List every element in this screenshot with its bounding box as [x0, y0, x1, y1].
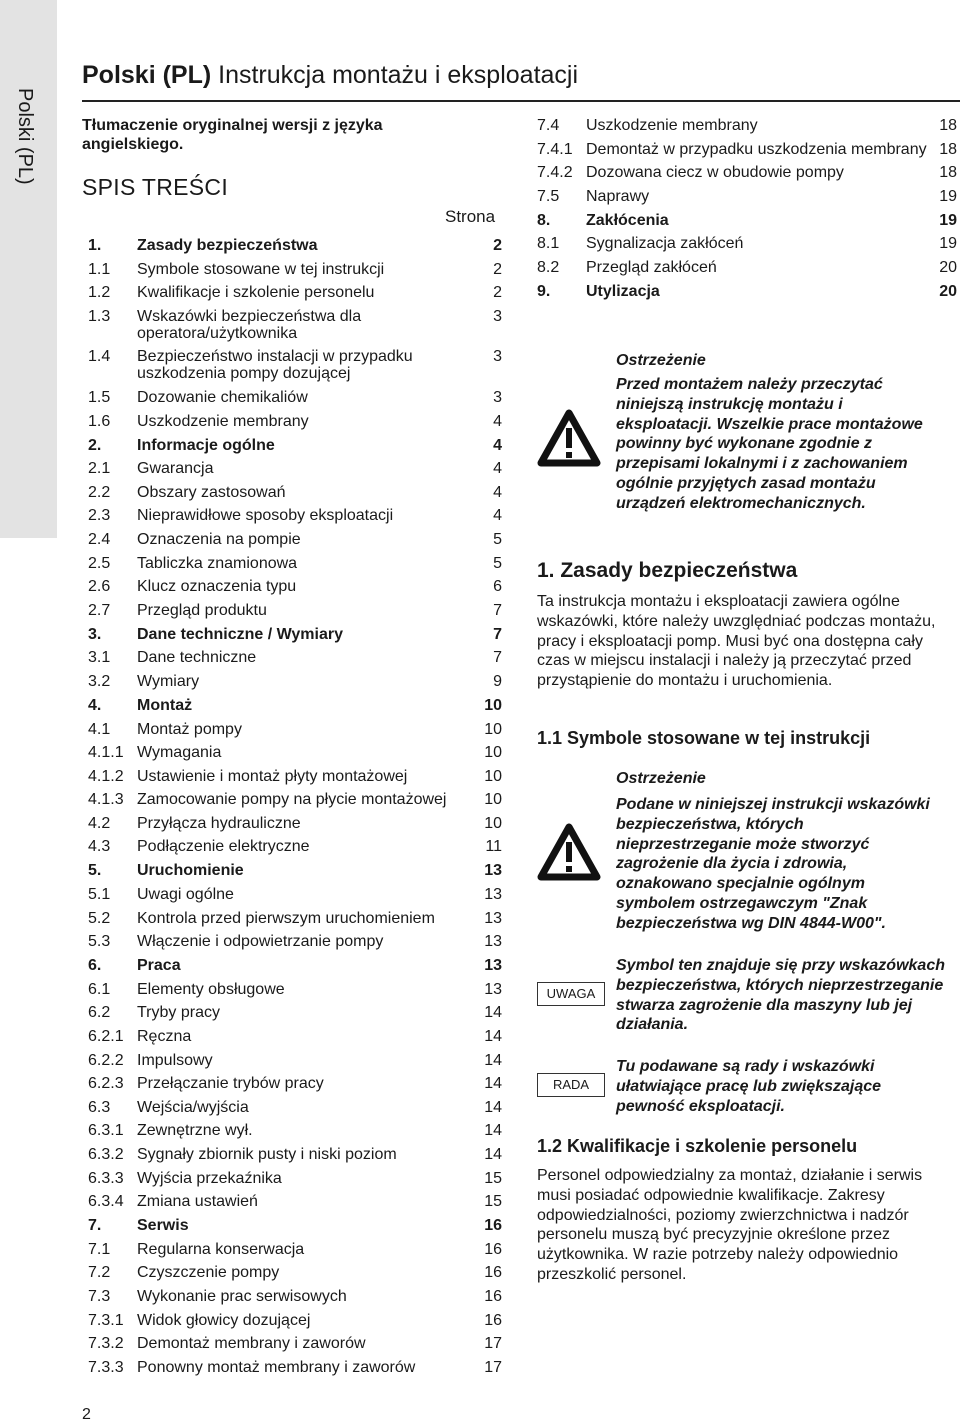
- toc-entry-number: 2.: [88, 436, 102, 454]
- toc-entry-number: 7.5: [537, 187, 560, 205]
- toc-entry-page: 4: [493, 460, 502, 478]
- toc-entry: [88, 483, 502, 502]
- toc-entry-title: Informacje ogólne: [137, 436, 275, 454]
- toc-entry-page: 7: [493, 625, 502, 643]
- toc-entry-page: 2: [493, 237, 502, 254]
- toc-entry-page: 4: [493, 483, 502, 501]
- section-paragraph: Ta instrukcja montażu i eksploatacji zawiera ogólne wskazówki, które należy uwzględniać podczas montażu, pracy i eksploatacji pomp. Musi być ona dostępna cały czas w miejscu instalacji i należy ją przeczytać przed przystąpienie do montażu i uruchomienia.: [537, 593, 936, 690]
- toc-entry: [537, 234, 957, 253]
- toc-entry-title: Podłączenie elektryczne: [137, 838, 310, 856]
- toc-section-entry: [88, 696, 502, 715]
- toc-entry-page: 13: [484, 909, 502, 927]
- toc-entry-title: Zewnętrzne wył.: [137, 1122, 253, 1140]
- uwaga-text: Symbol ten znajduje się przy wskazówkach bezpieczeństwa, których nieprzestrzeganie stwarza zagrożenie dla maszyny lub jej działania.: [616, 957, 945, 1034]
- toc-entry: [88, 1287, 502, 1306]
- toc-entry: [88, 530, 502, 549]
- toc-entry: [88, 743, 502, 762]
- document-title-text: Instrukcja montażu i eksploatacji: [218, 61, 579, 89]
- toc-entry-page: 18: [939, 140, 957, 158]
- toc-entry-number: 4.2: [88, 814, 111, 832]
- toc-entry: [537, 187, 957, 206]
- document-title: [82, 61, 578, 90]
- toc-entry-number: 4.1.2: [88, 767, 124, 785]
- toc-entry-title: Przełączanie trybów pracy: [137, 1075, 324, 1093]
- toc-entry-title: Kwalifikacje i szkolenie personelu: [137, 284, 375, 302]
- toc-entry-number: 7.4.1: [537, 140, 573, 158]
- toc-entry-page: 2: [493, 260, 502, 278]
- toc-entry-number: 2.6: [88, 578, 111, 596]
- toc-entry-number: 5.: [88, 862, 102, 880]
- toc-entry-title: Zasady bezpieczeństwa: [137, 237, 318, 254]
- toc-entry: [88, 347, 502, 383]
- toc-entry-number: 6.3.4: [88, 1193, 124, 1211]
- toc-entry-title: Przegląd produktu: [137, 601, 267, 619]
- toc-entry-number: 6.2: [88, 1004, 111, 1022]
- toc-entry-title: Bezpieczeństwo instalacji w przypadku uszkodzenia pompy dozującej: [137, 348, 413, 383]
- toc-entry-title: Sygnalizacja zakłóceń: [586, 235, 744, 253]
- toc-entry-title: Oznaczenia na pompie: [137, 530, 301, 548]
- warning-title: Ostrzeżenie: [616, 770, 706, 787]
- toc-entry-title: Zakłócenia: [586, 211, 669, 229]
- toc-entry: [88, 1003, 502, 1022]
- toc-entry-page: 10: [484, 720, 502, 738]
- toc-entry-page: 13: [484, 933, 502, 951]
- toc-entry-page: 14: [484, 1028, 502, 1046]
- toc-entry: [88, 980, 502, 999]
- toc-entry-title: Przyłącza hydrauliczne: [137, 814, 301, 832]
- toc-entry-page: 11: [485, 838, 502, 856]
- toc-section-entry: [88, 861, 502, 880]
- toc-entry-title: Wykonanie prac serwisowych: [137, 1287, 347, 1305]
- toc-entry-page: 6: [493, 578, 502, 596]
- toc-entry: [88, 648, 502, 667]
- toc-entry-page: 10: [484, 767, 502, 785]
- toc-entry-number: 7.3.3: [88, 1358, 124, 1376]
- toc-entry-page: 14: [484, 1004, 502, 1022]
- toc-entry: [88, 1051, 502, 1070]
- toc-entry-page: 7: [493, 601, 502, 619]
- toc-section-entry: [88, 436, 502, 455]
- toc-entry-title: Widok głowicy dozującej: [137, 1311, 311, 1329]
- toc-entry: [88, 554, 502, 573]
- toc-entry-page: 15: [484, 1193, 502, 1211]
- language-side-tab: [0, 0, 57, 538]
- warning-title: Ostrzeżenie: [616, 352, 706, 369]
- toc-section-entry: [88, 1216, 502, 1235]
- toc-entry-page: 14: [484, 1122, 502, 1140]
- toc-entry-page: 3: [493, 307, 502, 325]
- translation-note: Tłumaczenie oryginalnej wersji z języka angielskiego.: [82, 117, 383, 153]
- toc-entry-title: Elementy obsługowe: [137, 980, 285, 998]
- toc-entry-page: 3: [493, 388, 502, 406]
- toc-entry-page: 10: [484, 744, 502, 762]
- toc-section-entry: [88, 236, 502, 255]
- toc-entry-number: 6.2.2: [88, 1051, 124, 1069]
- toc-entry: [88, 283, 502, 302]
- toc-entry-title: Impulsowy: [137, 1051, 213, 1069]
- toc-entry: [88, 790, 502, 809]
- toc-entry-page: 19: [939, 211, 957, 229]
- toc-entry: [88, 412, 502, 431]
- toc-entry-title: Wymiary: [137, 672, 200, 690]
- toc-entry-page: 15: [484, 1169, 502, 1187]
- toc-entry-page: 10: [484, 814, 502, 832]
- toc-entry-page: 4: [493, 436, 502, 454]
- toc-entry-number: 1.4: [88, 348, 111, 366]
- toc-entry-number: 6.2.3: [88, 1075, 124, 1093]
- toc-entry-title: Czyszczenie pompy: [137, 1264, 280, 1282]
- toc-entry-page: 14: [484, 1051, 502, 1069]
- toc-entry-number: 3.: [88, 625, 102, 643]
- toc-entry-title: Tabliczka znamionowa: [137, 554, 298, 572]
- toc-entry-number: 2.5: [88, 554, 111, 572]
- toc-entry-number: 6.3: [88, 1098, 111, 1116]
- toc-entry-number: 7.1: [88, 1240, 111, 1258]
- toc-entry-title: Dozowana ciecz w obudowie pompy: [586, 164, 844, 182]
- toc-entry: [88, 307, 502, 343]
- toc-entry: [88, 720, 502, 739]
- toc-entry: [88, 1169, 502, 1188]
- toc-section-entry: [537, 282, 957, 301]
- toc-entry-title: Uwagi ogólne: [137, 886, 234, 904]
- toc-entry-number: 7.4: [537, 117, 560, 134]
- toc-entry-page: 20: [939, 282, 957, 300]
- section-heading: 1. Zasady bezpieczeństwa: [537, 559, 798, 582]
- toc-entry: [88, 506, 502, 525]
- toc-section-entry: [537, 211, 957, 230]
- toc-entry-number: 6.3.1: [88, 1122, 124, 1140]
- toc-entry-number: 2.7: [88, 601, 111, 619]
- document-language-label: Polski (PL): [82, 61, 212, 89]
- toc-entry-title: Regularna konserwacja: [137, 1240, 305, 1258]
- toc-entry: [537, 116, 957, 135]
- toc-entry-number: 1.6: [88, 412, 111, 430]
- toc-entry-page: 20: [939, 258, 957, 276]
- toc-entry-page: 10: [484, 791, 502, 809]
- toc-entry-number: 6.2.1: [88, 1028, 124, 1046]
- toc-entry-title: Ustawienie i montaż płyty montażowej: [137, 767, 408, 785]
- toc-entry-title: Gwarancja: [137, 460, 214, 478]
- toc-entry-page: 16: [484, 1311, 502, 1329]
- toc-entry-page: 16: [484, 1240, 502, 1258]
- toc-entry-page: 10: [484, 696, 502, 714]
- toc-entry-page: 14: [484, 1098, 502, 1116]
- toc-entry-page: 13: [484, 886, 502, 904]
- toc-entry-number: 5.3: [88, 933, 111, 951]
- toc-entry-number: 6.1: [88, 980, 111, 998]
- toc-entry-number: 1.2: [88, 284, 111, 302]
- toc-entry: [88, 909, 502, 928]
- toc-entry-page: 9: [493, 672, 502, 690]
- toc-entry-title: Klucz oznaczenia typu: [137, 578, 297, 596]
- toc-entry-title: Uruchomienie: [137, 862, 244, 880]
- section-paragraph: Personel odpowiedzialny za montaż, działanie i serwis musi posiadać odpowiednie kwalifikacje. Zakresy odpowiedzialności, poziomy zwierzchnictwa i nadzór personelu muszą być precyzyjnie określone przez użytkownika. W razie potrzeby należy odpowiednio przeszkolić personel.: [537, 1167, 923, 1283]
- rada-label-box: RADA: [537, 1073, 605, 1097]
- toc-entry-title: Zmiana ustawień: [137, 1193, 258, 1211]
- toc-entry-title: Dozowanie chemikaliów: [137, 388, 308, 406]
- toc-entry-number: 6.3.3: [88, 1169, 124, 1187]
- toc-entry-page: 3: [493, 348, 502, 366]
- toc-entry-number: 8.: [537, 211, 551, 229]
- language-side-tab-label: Polski (PL): [14, 88, 36, 185]
- toc-section-entry: [88, 956, 502, 975]
- toc-entry-number: 1.: [88, 237, 102, 254]
- toc-entry-title: Demontaż membrany i zaworów: [137, 1335, 366, 1353]
- toc-entry-title: Praca: [137, 957, 181, 975]
- toc-entry-number: 2.3: [88, 507, 111, 525]
- toc-entry-page: 19: [939, 187, 957, 205]
- toc-entry: [88, 885, 502, 904]
- toc-entry-page: 19: [939, 235, 957, 253]
- toc-entry-number: 5.2: [88, 909, 111, 927]
- toc-entry-title: Ręczna: [137, 1028, 192, 1046]
- toc-entry-page: 16: [484, 1217, 502, 1235]
- toc-entry-page: 16: [484, 1264, 502, 1282]
- toc-entry-page: 14: [484, 1075, 502, 1093]
- toc-entry-title: Utylizacja: [586, 282, 660, 300]
- toc-entry-page: 7: [493, 649, 502, 667]
- toc-entry-title: Wskazówki bezpieczeństwa dla operatora/użytkownika: [137, 307, 362, 342]
- toc-heading: SPIS TREŚCI: [82, 174, 229, 200]
- warning-triangle-icon: [537, 408, 601, 468]
- toc-entry-title: Kontrola przed pierwszym uruchomieniem: [137, 909, 435, 927]
- toc-entry-number: 4.1: [88, 720, 111, 738]
- toc-entry-page: 4: [493, 412, 502, 430]
- toc-entry-title: Zamocowanie pompy na płycie montażowej: [137, 791, 447, 809]
- toc-section-entry: [88, 625, 502, 644]
- page-number: 2: [82, 1406, 91, 1423]
- toc-entry: [88, 1263, 502, 1282]
- toc-entry-page: 5: [493, 530, 502, 548]
- toc-entry: [88, 1311, 502, 1330]
- toc-entry-number: 7.4.2: [537, 164, 573, 182]
- title-divider: [82, 100, 960, 102]
- toc-entry: [88, 1240, 502, 1259]
- toc-entry: [88, 837, 502, 856]
- toc-entry: [88, 601, 502, 620]
- toc-entry-title: Demontaż w przypadku uszkodzenia membrany: [586, 140, 927, 158]
- toc-page-column-header: Strona: [445, 207, 496, 226]
- toc-entry-title: Uszkodzenie membrany: [586, 117, 758, 134]
- toc-entry: [88, 1074, 502, 1093]
- toc-entry-number: 7.3: [88, 1287, 111, 1305]
- toc-entry-number: 9.: [537, 282, 551, 300]
- toc-entry: [88, 1098, 502, 1117]
- toc-entry: [88, 1145, 502, 1164]
- toc-entry: [88, 1121, 502, 1140]
- toc-entry: [88, 1027, 502, 1046]
- toc-entry-number: 3.2: [88, 672, 111, 690]
- toc-entry-title: Wymagania: [137, 744, 222, 762]
- toc-entry-title: Sygnały zbiornik pusty i niski poziom: [137, 1146, 397, 1163]
- toc-entry-title: Obszary zastosowań: [137, 483, 286, 501]
- toc-entry-title: Wejścia/wyjścia: [137, 1098, 249, 1116]
- uwaga-label-box: UWAGA: [537, 982, 605, 1006]
- toc-entry-page: 5: [493, 554, 502, 572]
- toc-entry-number: 4.3: [88, 838, 111, 856]
- toc-entry-number: 7.3.2: [88, 1335, 124, 1353]
- warning-triangle-icon: [537, 822, 601, 882]
- toc-entry: [88, 577, 502, 596]
- toc-entry-number: 7.2: [88, 1264, 111, 1282]
- toc-entry-title: Dane techniczne / Wymiary: [137, 625, 343, 643]
- toc-entry-number: 1.5: [88, 388, 111, 406]
- toc-entry: [537, 163, 957, 182]
- toc-entry-number: 4.1.3: [88, 791, 124, 809]
- warning-text: Podane w niniejszej instrukcji wskazówki bezpieczeństwa, których nieprzestrzeganie może stworzyć zagrożenie dla życia i zdrowia, oznakowano specjalnie ogólnym symbolem ostrzegawczym "Znak bezpieczeństwa wg DIN 4844-W00".: [616, 796, 930, 932]
- toc-entry-number: 1.3: [88, 307, 111, 325]
- rada-text: Tu podawane są rady i wskazówki ułatwiające pracę lub zwiększające pewność eksploatacji.: [616, 1058, 882, 1115]
- toc-entry-title: Naprawy: [586, 187, 650, 205]
- toc-entry-number: 2.1: [88, 460, 111, 478]
- toc-entry-number: 2.4: [88, 530, 111, 548]
- toc-entry: [88, 814, 502, 833]
- toc-entry: [88, 1334, 502, 1353]
- toc-entry-title: Uszkodzenie membrany: [137, 412, 309, 430]
- toc-entry: [88, 932, 502, 951]
- toc-entry-page: 17: [484, 1358, 502, 1376]
- toc-entry: [88, 767, 502, 786]
- toc-entry-title: Montaż pompy: [137, 720, 242, 738]
- toc-entry-number: 8.1: [537, 235, 560, 253]
- toc-entry: [88, 1358, 502, 1377]
- toc-entry-page: 14: [484, 1146, 502, 1163]
- toc-entry-title: Montaż: [137, 696, 193, 714]
- toc-right-column: [537, 116, 957, 306]
- toc-entry-number: 6.3.2: [88, 1146, 124, 1163]
- toc-entry-page: 16: [484, 1287, 502, 1305]
- toc-entry-page: 18: [939, 117, 957, 134]
- toc-entry-page: 17: [484, 1335, 502, 1353]
- toc-entry: [88, 672, 502, 691]
- toc-entry-title: Wyjścia przekaźnika: [137, 1169, 282, 1187]
- toc-entry-number: 1.1: [88, 260, 111, 278]
- toc-entry: [88, 388, 502, 407]
- subsection-heading: 1.2 Kwalifikacje i szkolenie personelu: [537, 1136, 858, 1156]
- toc-entry-title: Włączenie i odpowietrzanie pompy: [137, 933, 384, 951]
- toc-entry-title: Dane techniczne: [137, 649, 257, 667]
- toc-entry-title: Nieprawidłowe sposoby eksploatacji: [137, 507, 394, 525]
- toc-entry-number: 3.1: [88, 649, 111, 667]
- warning-text: Przed montażem należy przeczytać niniejszą instrukcję montażu i eksploatacji. Wszelkie prace montażowe powinny być wykonane zgodnie z przepisami lokalnymi i z zachowaniem ogólnie przyjętych zasad montażu urządzeń elektromechanicznych.: [616, 376, 923, 512]
- toc-entry: [88, 459, 502, 478]
- subsection-heading: 1.1 Symbole stosowane w tej instrukcji: [537, 728, 871, 748]
- toc-entry-page: 13: [484, 957, 502, 975]
- toc-entry-title: Przegląd zakłóceń: [586, 258, 717, 276]
- toc-entry-page: 4: [493, 507, 502, 525]
- toc-entry: [88, 260, 502, 279]
- toc-entry-title: Tryby pracy: [137, 1004, 220, 1022]
- toc-entry-number: 6.: [88, 957, 102, 975]
- toc-entry-page: 2: [493, 284, 502, 302]
- toc-entry: [537, 140, 957, 159]
- toc-entry-page: 13: [484, 862, 502, 880]
- toc-entry-number: 7.: [88, 1217, 102, 1235]
- toc-left-column: [88, 236, 502, 1381]
- toc-entry: [88, 1192, 502, 1211]
- toc-entry-number: 7.3.1: [88, 1311, 124, 1329]
- toc-entry-number: 5.1: [88, 886, 111, 904]
- toc-entry-number: 4.1.1: [88, 744, 124, 762]
- toc-entry-title: Serwis: [137, 1217, 189, 1235]
- toc-entry-number: 2.2: [88, 483, 111, 501]
- toc-entry-title: Symbole stosowane w tej instrukcji: [137, 260, 385, 278]
- toc-entry-title: Ponowny montaż membrany i zaworów: [137, 1358, 416, 1376]
- toc-entry-page: 13: [484, 980, 502, 998]
- toc-entry-page: 18: [939, 164, 957, 182]
- toc-entry-number: 8.2: [537, 258, 560, 276]
- toc-entry-number: 4.: [88, 696, 102, 714]
- toc-entry: [537, 258, 957, 277]
